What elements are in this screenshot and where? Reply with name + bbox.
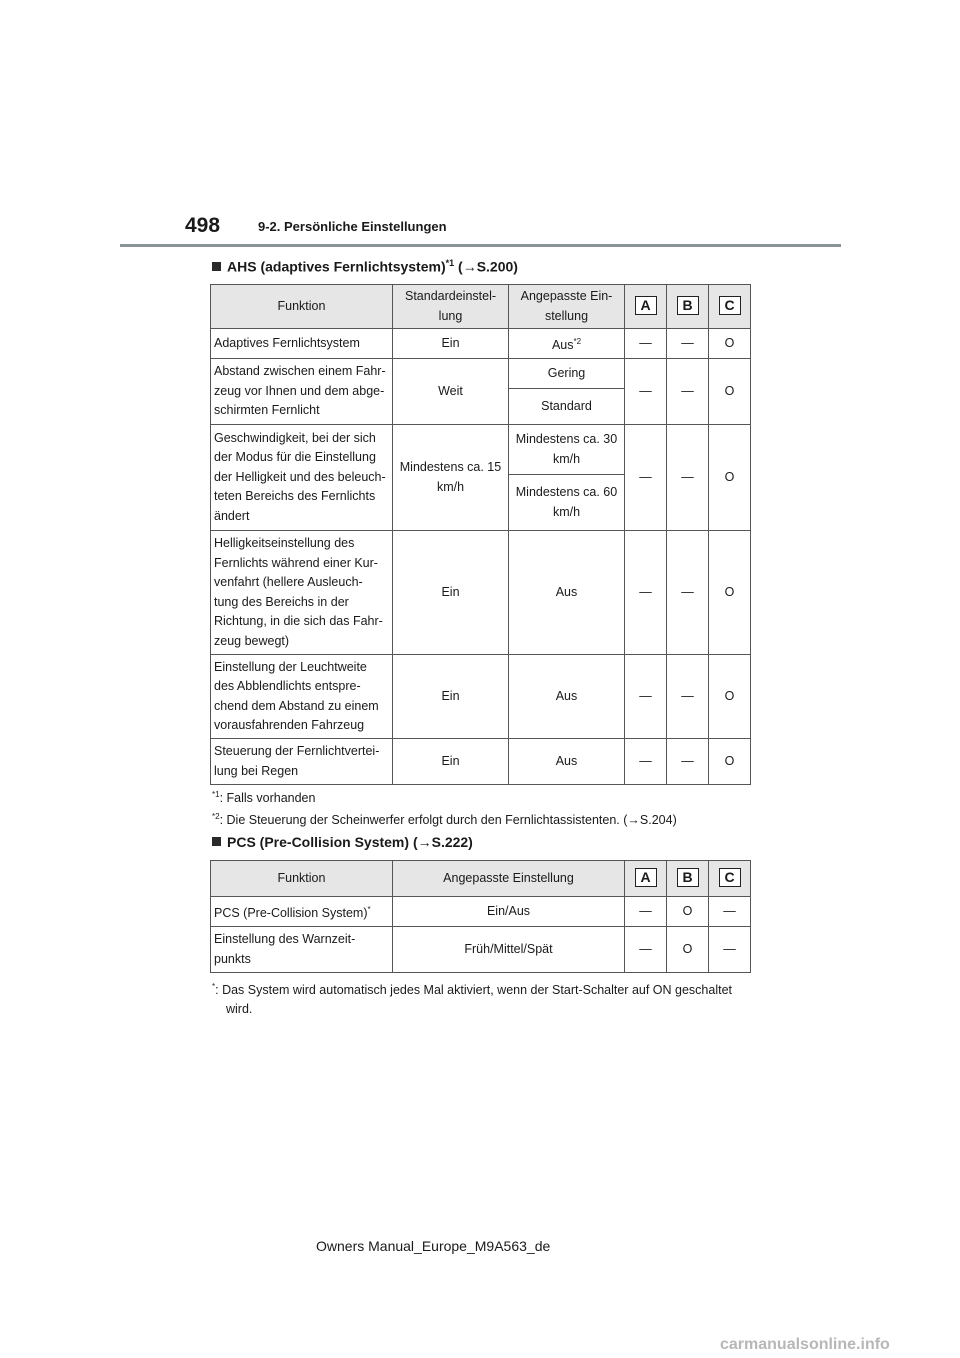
col-header-c [709,861,751,897]
cell-c: O [709,329,751,359]
cell-funktion: Helligkeitseinstellung des Fernlichts während einer Kur- venfahrt (hellere Ausleuch- tung des Bereichs in der Richtung, in die sich das Fahr- zeug bewegt) [211,531,393,655]
cell-standard: Ein [393,531,509,655]
letter-b-icon: B [677,296,699,315]
bullet-square-icon [212,837,221,846]
letter-c-icon: C [719,296,741,315]
cell-c: O [709,425,751,531]
pcs-settings-table [210,860,751,973]
cell-angepasst: Ein/Aus [393,897,625,927]
section-title-ahs [212,258,518,275]
col-header-c [709,285,751,329]
page-number: 498 [185,214,221,237]
cell-a: — [625,897,667,927]
table-row [211,655,751,739]
cell-funktion: Adaptives Fernlichtsystem [211,329,393,359]
cell-standard: Ein [393,329,509,359]
footnote-pcs: *: Das System wird automatisch jedes Mal aktiviert, wenn der Start-Schalter auf ON geschaltet wird. [212,982,733,1017]
letter-c-icon: C [719,868,741,887]
page-reference: (→S.222) [412,834,473,850]
cell-funktion: Abstand zwischen einem Fahr- zeug vor Ihnen und dem abge- schirmten Fernlicht [211,359,393,425]
cell-standard: Weit [393,359,509,425]
col-header-b [667,285,709,329]
cell-angepasst: Mindestens ca. 60 km/h [509,475,625,531]
cell-a: — [625,739,667,785]
cell-c: — [709,927,751,973]
cell-angepasst: Gering [509,359,625,389]
cell-angepasst: Aus [509,739,625,785]
cell-c: O [709,359,751,425]
col-header-funktion: Funktion [211,861,393,897]
section-title-text: AHS (adaptives Fernlichtsystem) [227,258,446,275]
table-row [211,359,751,389]
cell-b: — [667,655,709,739]
cell-a: — [625,329,667,359]
cell-c: O [709,655,751,739]
letter-a-icon: A [635,868,657,887]
footnote-1: $^{*1}$: Falls vorhanden [212,790,316,806]
watermark: carmanualsonline.info [720,1336,890,1353]
cell-b: — [667,329,709,359]
cell-angepasst: Standard [509,389,625,425]
col-header-a [625,285,667,329]
bullet-square-icon [212,262,221,271]
cell-angepasst: Mindestens ca. 30 km/h [509,425,625,475]
table-header-row [211,861,751,897]
col-header-funktion: Funktion [211,285,393,329]
section-title-pcs [212,834,473,850]
letter-b-icon: B [677,868,699,887]
col-header-standard: Standardeinstel- lung [393,285,509,329]
cell-angepasst: Aus$^{*2}$ [509,329,625,359]
cell-angepasst: Früh/Mittel/Spät [393,927,625,973]
col-header-angepasst: Angepasste Einstellung [393,861,625,897]
section-title-text: PCS (Pre-Collision System) [227,834,410,850]
cell-b: O [667,897,709,927]
cell-angepasst: Aus [509,531,625,655]
table-row [211,739,751,785]
cell-standard: Mindestens ca. 15 km/h [393,425,509,531]
cell-a: — [625,655,667,739]
table-row [211,329,751,359]
cell-c: O [709,531,751,655]
chapter-title: 9-2. Persönliche Einstellungen [258,219,447,234]
table-row [211,927,751,973]
cell-b: O [667,927,709,973]
col-header-angepasst: Angepasste Ein- stellung [509,285,625,329]
cell-a: — [625,359,667,425]
header-divider [120,244,841,247]
cell-angepasst: Aus [509,655,625,739]
cell-standard: Ein [393,739,509,785]
letter-a-icon: A [635,296,657,315]
page-reference: (→S.200) [458,258,518,275]
cell-funktion: PCS (Pre-Collision System)* [211,897,393,927]
cell-b: — [667,425,709,531]
cell-b: — [667,739,709,785]
cell-funktion: Geschwindigkeit, bei der sich der Modus für die Einstellung der Helligkeit und des beleuch- teten Bereichs des Fernlichts ändert [211,425,393,531]
table-row [211,897,751,927]
col-header-a [625,861,667,897]
table-row [211,425,751,475]
footnote-2: $^{*2}$: Die Steuerung der Scheinwerfer erfolgt durch den Fernlichtassistenten. (→S.204) [212,812,677,828]
cell-c: O [709,739,751,785]
cell-standard: Ein [393,655,509,739]
cell-a: — [625,425,667,531]
cell-a: — [625,927,667,973]
table-header-row [211,285,751,329]
cell-b: — [667,531,709,655]
cell-funktion: Einstellung der Leuchtweite des Abblendlichts entspre- chend dem Abstand zu einem vorausfahrenden Fahrzeug [211,655,393,739]
footer-manual-id: Owners Manual_Europe_M9A563_de [316,1238,551,1254]
cell-b: — [667,359,709,425]
footnote-ref: *1 [445,258,455,268]
cell-c: — [709,897,751,927]
cell-a: — [625,531,667,655]
col-header-b [667,861,709,897]
cell-funktion: Steuerung der Fernlichtvertei- lung bei Regen [211,739,393,785]
cell-funktion: Einstellung des Warnzeit- punkts [211,927,393,973]
ahs-settings-table [210,284,751,785]
table-row [211,531,751,655]
